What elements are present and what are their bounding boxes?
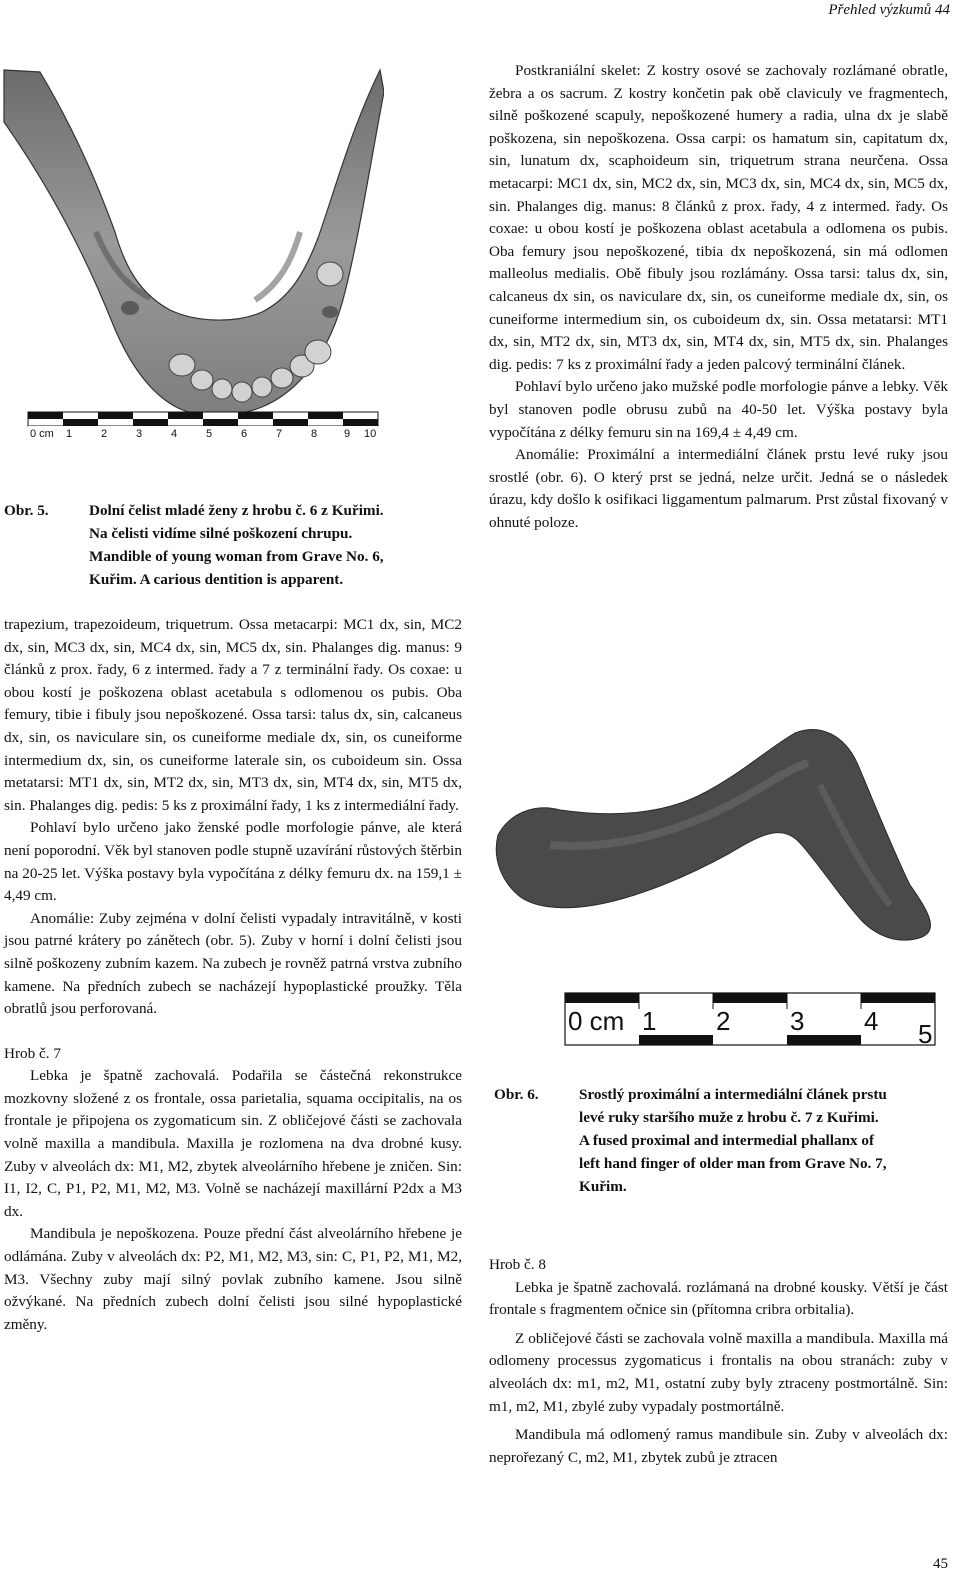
- caption-line: left hand finger of older man from Grave No. 7,: [579, 1155, 887, 1172]
- scale-label: 5: [206, 428, 213, 440]
- caption-line: levé ruky staršího muže z hrobu č. 7 z Kuřimi.: [579, 1109, 879, 1126]
- paragraph: Postkraniální skelet: Z kostry osové se zachovaly rozlámané obratle, žebra a os sacrum. Z kostry končetin pak obě claviculy ve fragmentech, silně poškozené scapuly, nepoškozené humery a radia, ulna dx je slabě poškozena, sin nepoškozena. Ossa carpi: os hamatum sin, capitatum dx, sin, lunatum dx, scaphoideum sin, triquetrum strana neurčena. Ossa metacarpi: MC1 dx, sin, MC2 dx, sin, MC3 dx, sin, MC4 dx, sin, MC5 dx, sin. Phalanges dig. manus: 8 článků z prox. řady, 4 z intermed. řady. Os coxae: u obou kostí je poškozena oblast acetabula a odlomena os pubis. Oba femury jsou nepoškozené, tibia dx nepoškozená, sin má odlomen malleolus medialis. Obě fibuly jsou rozlámány. Ossa tarsi: talus dx, sin, calcaneus dx sin, os naviculare dx, sin, os cuneiforme mediale dx, sin, os cuneiforme intermedium sin, os cuboideum dx, sin. Ossa metatarsi: MT1 dx, sin, MT2 dx, sin, MT3 dx, sin, MT4 dx, sin, MT5 dx, sin. Phalanges dig. pedis: 7 ks z proximální řady a jeden palcový terminální článek.: [489, 62, 948, 373]
- scale-label: 1: [642, 1006, 657, 1036]
- scale-label: 5: [918, 1019, 933, 1049]
- scale-label: 2: [101, 428, 108, 440]
- paragraph: Pohlaví bylo určeno jako ženské podle morfologie pánve, ale která není poporodní. Věk byl stanoven podle stupně uzavírání růstových štěrbin na 20-25 let. Výška postavy byla vypočítána z délky femuru dx. na 159,1 ± 4,49 cm.: [4, 819, 462, 905]
- scale-label: 0 cm: [568, 1006, 625, 1036]
- figure-5-scale-bar: [28, 412, 378, 440]
- section-heading: Hrob č. 7: [4, 1044, 61, 1062]
- paragraph: trapezium, trapezoideum, triquetrum. Ossa metacarpi: MC1 dx, sin, MC2 dx, sin, MC3 dx, sin, MC4 dx, sin, MC5 dx, sin. Phalanges dig. manus: 9 článků z prox. řady, 6 z intermed. řady a 7 z terminální řady. Os coxae: u obou kostí je poškozena oblast acetabula s odlomenou os pubis. Oba femury, tibie i fibuly jsou nepoškozené. Ossa tarsi: talus dx, sin, calcaneus dx, sin, os naviculare sin, os cuneiforme mediale dx, sin, os cuneiforme intermedium dx, sin, os cuneiforme laterale sin, os cuboideum sin. Ossa metatarsi: MT1 dx, sin, MT2 dx, sin, MT3 dx, sin, MT4 dx, sin, MT5 dx, sin. Phalanges dig. pedis: 5 ks z proximální řady, 1 ks z intermediální řady.: [4, 616, 462, 814]
- running-header: Přehled výzkumů 44: [828, 2, 950, 18]
- caption-line: Kuřim.: [579, 1178, 627, 1195]
- caption-line: Na čelisti vidíme silné poškození chrupu.: [89, 525, 353, 542]
- paragraph: Lebka je špatně zachovalá. rozlámaná na drobné kousky. Větší je část frontale s fragmentem očnice sin (přítomna cribra orbitalia).: [489, 1278, 948, 1319]
- paragraph: Anomálie: Proximální a intermediální článek prstu levé ruky jsou srostlé (obr. 6). O který prst se jedná, nelze určit. Jedná se o následek úrazu, kdy došlo k osifikaci liggamentum palmarum. Prst zůstal fixovaný v ohnuté poloze.: [489, 446, 948, 531]
- scale-label: 4: [171, 428, 178, 440]
- caption-line: Kuřim. A carious dentition is apparent.: [89, 571, 344, 588]
- page-number: 45: [933, 1556, 948, 1572]
- scale-label: 7: [276, 428, 283, 440]
- paragraph: Z obličejové části se zachovala volně maxilla a mandibula. Maxilla má odlomeny processus zygomaticus i frontalis na obou stranách: zuby v alveolách dx: m1, m2, M1, ostatní zuby byly ztraceny postmortálně. Sin: m1, m2, M1, zbylé zuby vypadaly postmortálně.: [489, 1329, 948, 1415]
- scale-label: 8: [311, 428, 318, 440]
- scale-label: 1: [66, 428, 73, 440]
- right-column-bottom: [489, 1254, 948, 1469]
- scale-label: 10: [364, 428, 377, 440]
- scale-label: 0 cm: [30, 428, 54, 440]
- figure-6-scale-bar: [565, 993, 935, 1049]
- fused-phalanges-shape: [496, 730, 930, 941]
- caption-line: Dolní čelist mladé ženy z hrobu č. 6 z Kuřimi.: [89, 502, 384, 519]
- figure-6-label: Obr. 6.: [494, 1086, 539, 1103]
- right-column-top: [489, 60, 948, 534]
- scale-label: 3: [790, 1006, 805, 1036]
- caption-line: Srostlý proximální a intermediální článek prstu: [579, 1086, 887, 1103]
- scale-label: 6: [241, 428, 248, 440]
- left-column: [4, 614, 462, 1336]
- figure-6-photo: [490, 725, 950, 1055]
- paragraph: Anomálie: Zuby zejména v dolní čelisti vypadaly intravitálně, v kosti jsou patrné krátery po zánětech (obr. 5). Zuby v horní i dolní čelisti jsou silně poškozeny zubním kazem. Na zubech je rovněž patrná vrstva zubního kamene. Na předních zubech se nacházejí hypoplastické proužky. Těla obratlů jsou perforovaná.: [4, 909, 462, 1018]
- paragraph: Mandibula je nepoškozena. Pouze přední část alveolárního hřebene je odlámána. Zuby v alveolách dx: P2, M1, M2, M3, sin: C, P1, P2, M1, M2, M3. Všechny zuby mají silný povlak zubního kamene. Jsou silně ožvýkané. Na předních zubech dolní čelisti jsou silné hypoplastické změny.: [4, 1225, 462, 1333]
- paragraph: Lebka je špatně zachovalá. Podařila se částečná rekonstrukce mozkovny složené z os frontale, ossa parietalia, squama occipitalis, na os frontale je připojena os zygomaticum sin. Z obličejové části se zachovala volně maxilla a mandibula. Maxilla je rozlomena na dva drobné kusy. Zuby v alveolách dx: M1, M2, zbytek alveolárního hřebene je zničen. Sin: I1, I2, C, P1, P2, M1, M2, M3. Volně se nacházejí maxillární P2dx a M3 dx.: [4, 1067, 462, 1220]
- figure-5-photo: [0, 62, 384, 440]
- paragraph: Mandibula má odlomený ramus mandibule sin. Zuby v alveolách dx: neprořezaný C, m2, M1, zbytek zubů je ztracen: [489, 1426, 948, 1466]
- section-heading: Hrob č. 8: [489, 1256, 546, 1273]
- scale-label: 3: [136, 428, 143, 440]
- scale-label: 9: [344, 428, 351, 440]
- caption-line: A fused proximal and intermedial phallanx of: [579, 1132, 875, 1149]
- scale-label: 2: [716, 1006, 731, 1036]
- paragraph: Pohlaví bylo určeno jako mužské podle morfologie pánve a lebky. Věk byl stanoven podle obrusu zubů na 40-50 let. Výška postavy byla vypočítána z délky femuru sin na 169,4 ± 4,49 cm.: [489, 378, 948, 441]
- caption-line: Mandible of young woman from Grave No. 6,: [89, 548, 384, 565]
- scale-label: 4: [864, 1006, 879, 1036]
- figure-5-label: Obr. 5.: [4, 502, 49, 519]
